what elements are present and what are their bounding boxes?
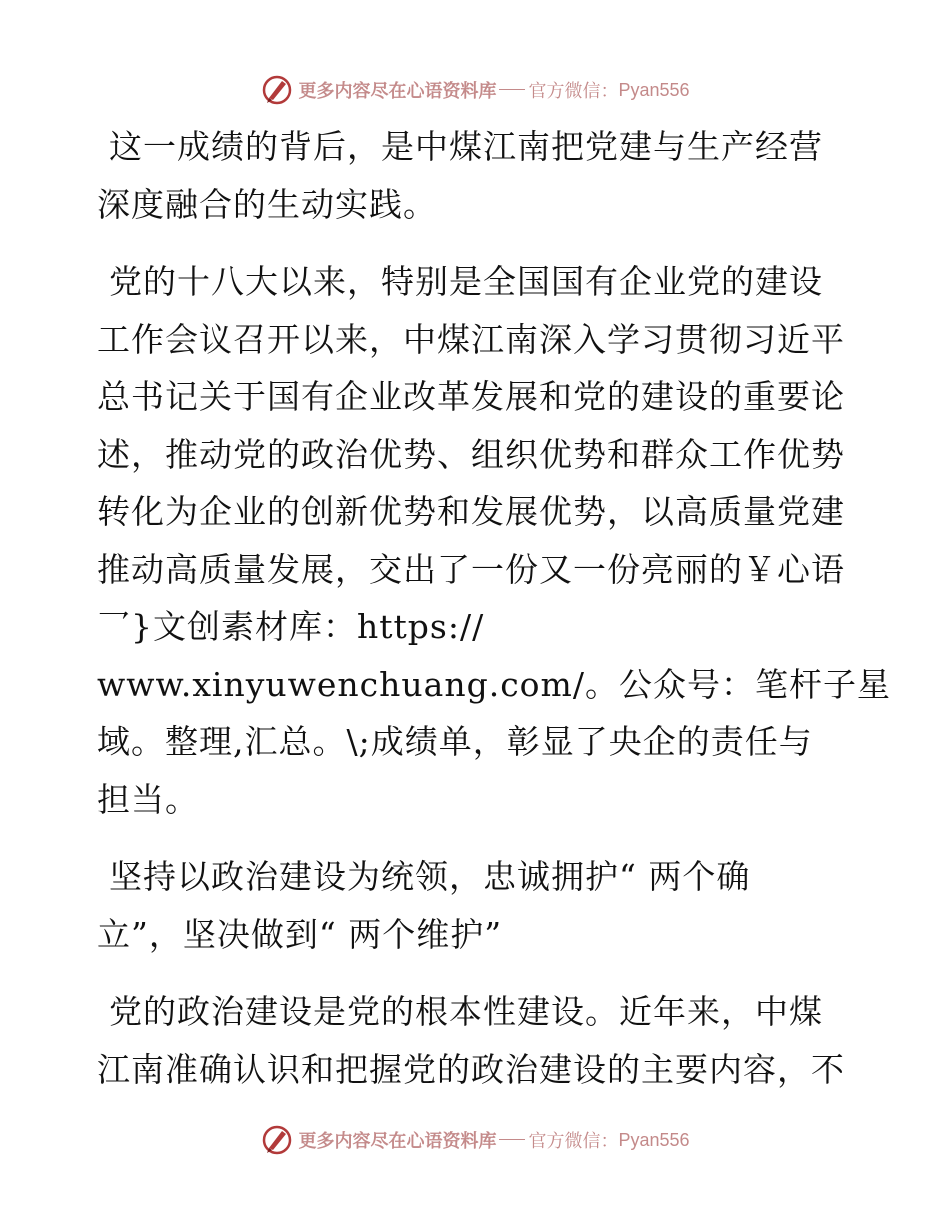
quill-logo-icon <box>260 73 294 107</box>
text-line: www.xinyuwenchuang.com/。公众号：笔杆子星 <box>97 664 891 704</box>
text-line: 江南准确认识和把握党的政治建设的主要内容，不 <box>97 1049 845 1089</box>
document-body <box>97 118 891 1118</box>
text-line: 坚持以政治建设为统领，忠诚拥护“ 两个确 <box>109 857 751 896</box>
banner-dash <box>499 1139 525 1140</box>
banner-dash <box>499 89 525 90</box>
text-line: 立”，坚决做到“ 两个维护” <box>97 914 503 954</box>
paragraph-4 <box>97 983 857 1098</box>
text-line: 党的十八大以来，特别是全国国有企业党的建设 <box>109 262 823 301</box>
text-line: 总书记关于国有企业改革发展和党的建设的重要论 <box>97 377 845 416</box>
text-line: 这一成绩的背后，是中煤江南把党建与生产经营 <box>109 127 823 166</box>
paragraph-1 <box>97 118 857 233</box>
banner-wechat-label: 官方微信： <box>528 1131 619 1152</box>
text-line: 域。整理,汇总。\;成绩单，彰显了央企的责任与 <box>97 722 813 761</box>
text-line: 党的政治建设是党的根本性建设。近年来，中煤 <box>109 992 823 1031</box>
banner-title: 更多内容尽在心语资料库 <box>298 1131 497 1152</box>
text-line: 担当。 <box>97 779 199 819</box>
quill-logo-icon <box>260 1123 294 1157</box>
banner-wechat-id: Pyan556 <box>618 1129 690 1150</box>
banner-wechat-id: Pyan556 <box>618 79 690 100</box>
text-line: 述，推动党的政治优势、组织优势和群众工作优势 <box>97 434 845 474</box>
text-line: 推动高质量发展，交出了一份又一份亮丽的￥心语 <box>97 549 845 589</box>
text-line: 转化为企业的创新优势和发展优势，以高质量党建 <box>97 492 845 531</box>
text-line: 乛}文创素材库：https:// <box>97 607 485 646</box>
paragraph-2 <box>97 253 891 828</box>
text-line: 深度融合的生动实践。 <box>97 184 437 224</box>
text-line: 工作会议召开以来，中煤江南深入学习贯彻习近平 <box>97 319 845 359</box>
banner-wechat-label: 官方微信： <box>528 81 619 102</box>
banner-title: 更多内容尽在心语资料库 <box>298 81 497 102</box>
footer-watermark-banner <box>0 1120 950 1160</box>
header-watermark-banner <box>0 70 950 110</box>
paragraph-3 <box>97 848 857 963</box>
